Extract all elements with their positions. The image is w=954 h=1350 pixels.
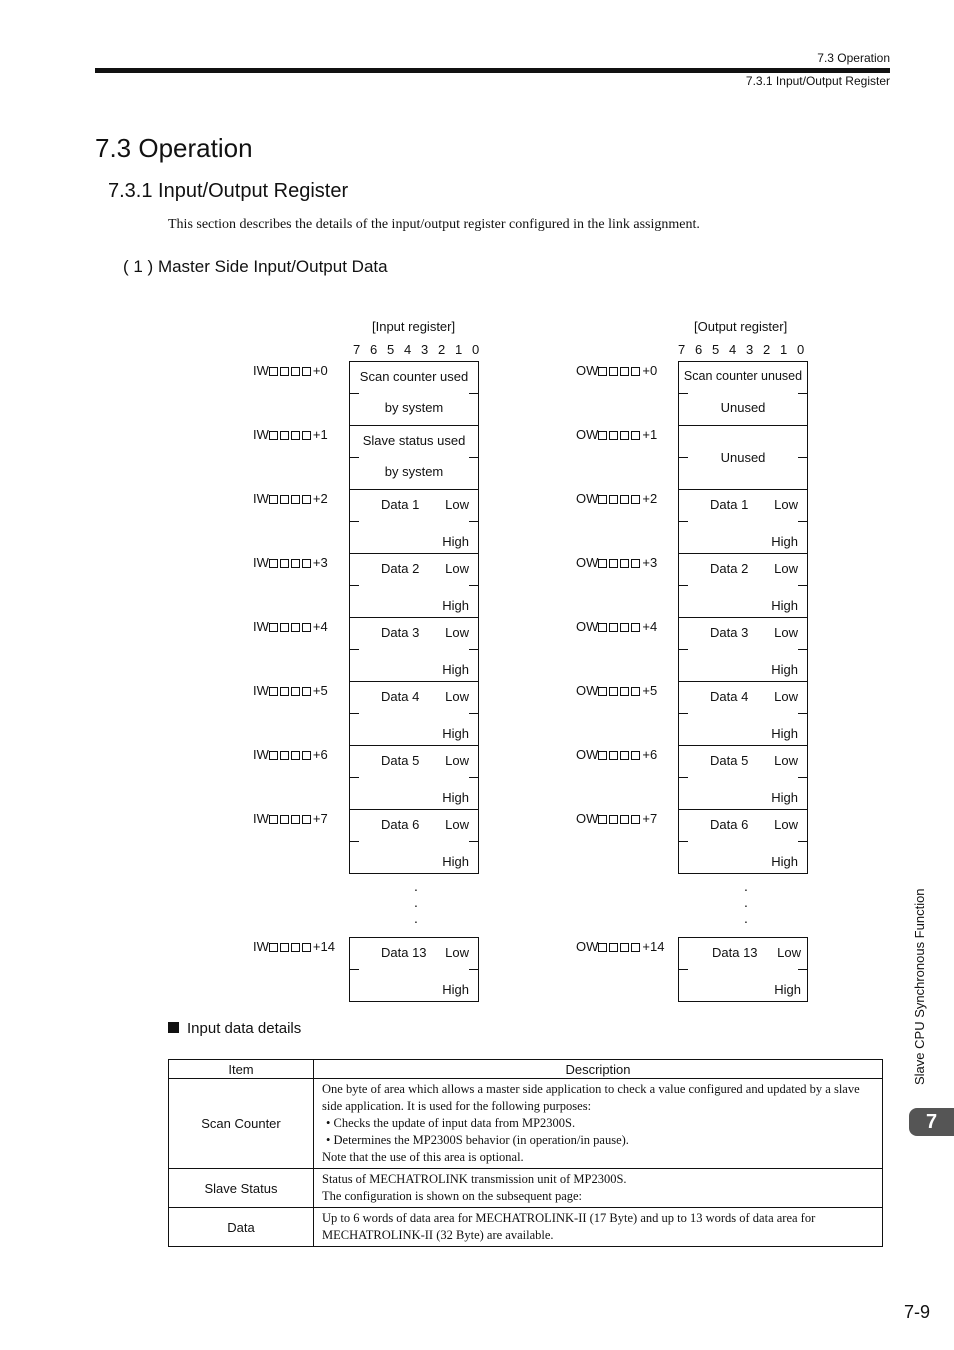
placeholder-square-icon: [620, 815, 629, 824]
low-byte-label: Low: [777, 945, 801, 960]
output-register-address: [576, 491, 657, 506]
placeholder-square-icon: [598, 431, 607, 440]
output-register-address: [576, 555, 657, 570]
byte-divider-tick: [679, 521, 688, 522]
bit-number: 4: [404, 342, 412, 357]
input-register-word: [350, 554, 478, 618]
output-register-word: [679, 618, 807, 682]
input-details-table: [168, 1059, 883, 1247]
placeholder-square-icon: [302, 943, 311, 952]
placeholder-square-icon: [631, 623, 640, 632]
word-label-top: Slave status used: [362, 433, 466, 448]
high-byte-label: High: [442, 534, 469, 549]
table-header-row: [169, 1060, 883, 1079]
desc-line: Status of MECHATROLINK transmission unit of MP2300S.: [322, 1172, 627, 1186]
output-register-word: [679, 682, 807, 746]
placeholder-square-icon: [598, 943, 607, 952]
register-offset: +4: [642, 619, 658, 634]
desc-slave-status: [314, 1169, 883, 1208]
placeholder-square-icon: [620, 559, 629, 568]
input-register-title: [Input register]: [372, 319, 456, 334]
register-offset: +3: [642, 555, 658, 570]
placeholder-square-icon: [620, 687, 629, 696]
input-register-block: [349, 361, 479, 874]
high-byte-label: High: [442, 982, 469, 997]
input-register-word: [350, 746, 478, 810]
register-offset: +7: [642, 811, 658, 826]
input-register-word: [350, 938, 478, 1002]
placeholder-square-icon: [609, 751, 618, 760]
desc-scan-counter: [314, 1079, 883, 1169]
word-label-bottom: Unused: [720, 400, 766, 415]
data-label: Data 6: [381, 817, 420, 832]
output-register-word: [679, 810, 807, 874]
sidebar-title: Slave CPU Synchronous Function: [912, 888, 927, 1085]
register-offset: +14: [312, 939, 335, 954]
bit-number: 1: [780, 342, 788, 357]
placeholder-square-icon: [302, 815, 311, 824]
high-byte-label: High: [771, 726, 798, 741]
low-byte-label: Low: [445, 945, 469, 960]
high-byte-label: High: [774, 982, 801, 997]
low-byte-label: Low: [774, 625, 798, 640]
column-header-item: Item: [169, 1060, 314, 1079]
byte-divider-tick: [350, 841, 359, 842]
bit-number: 4: [729, 342, 737, 357]
register-prefix: OW: [576, 811, 599, 826]
word-label-top: Scan counter unused: [683, 369, 803, 383]
data-label: Data 5: [710, 753, 749, 768]
chapter-tab: 7: [909, 1108, 954, 1136]
output-register-address: [576, 427, 657, 442]
byte-divider-tick: [469, 969, 478, 970]
bit-number: 1: [455, 342, 463, 357]
byte-divider-tick: [679, 969, 688, 970]
byte-divider-tick: [679, 713, 688, 714]
input-register-address: [253, 811, 328, 826]
input-register-word: [350, 618, 478, 682]
register-prefix: OW: [576, 683, 599, 698]
desc-bullet-line: • Determines the MP2300S behavior (in operation/in pause).: [326, 1133, 629, 1147]
data-label: Data 13: [381, 945, 427, 960]
input-register-word: [350, 682, 478, 746]
low-byte-label: Low: [774, 817, 798, 832]
placeholder-square-icon: [631, 559, 640, 568]
register-offset: +0: [312, 363, 328, 378]
placeholder-square-icon: [609, 367, 618, 376]
byte-divider-tick: [469, 777, 478, 778]
output-register-word: [679, 426, 807, 490]
output-register-word: [679, 490, 807, 554]
output-register-block: [678, 361, 808, 874]
input-register-address: [253, 427, 328, 442]
bit-number: 3: [746, 342, 754, 357]
placeholder-square-icon: [280, 943, 289, 952]
register-offset: +6: [642, 747, 658, 762]
input-register-block: [349, 937, 479, 1002]
data-label: Data 3: [710, 625, 749, 640]
byte-divider-tick: [798, 713, 807, 714]
high-byte-label: High: [442, 598, 469, 613]
placeholder-square-icon: [609, 495, 618, 504]
placeholder-square-icon: [291, 815, 300, 824]
input-register-address: [253, 491, 328, 506]
register-offset: +3: [312, 555, 328, 570]
unused-label: Unused: [720, 450, 766, 465]
byte-divider-tick: [469, 841, 478, 842]
placeholder-square-icon: [291, 943, 300, 952]
low-byte-label: Low: [445, 753, 469, 768]
byte-divider-tick: [350, 457, 359, 458]
data-label: Data 3: [381, 625, 420, 640]
low-byte-label: Low: [445, 561, 469, 576]
output-register-title: [Output register]: [694, 319, 788, 334]
placeholder-square-icon: [609, 815, 618, 824]
placeholder-square-icon: [598, 751, 607, 760]
byte-divider-tick: [798, 841, 807, 842]
placeholder-square-icon: [598, 687, 607, 696]
placeholder-square-icon: [280, 431, 289, 440]
register-offset: +0: [642, 363, 658, 378]
input-register-address: [253, 619, 328, 634]
low-byte-label: Low: [445, 625, 469, 640]
input-register-address: [253, 939, 335, 954]
register-prefix: IW: [253, 747, 269, 762]
register-offset: +14: [642, 939, 665, 954]
high-byte-label: High: [442, 854, 469, 869]
header-subsection: 7.3.1 Input/Output Register: [745, 74, 890, 88]
placeholder-square-icon: [609, 623, 618, 632]
register-offset: +1: [312, 427, 328, 442]
bit-number: 2: [763, 342, 771, 357]
byte-divider-tick: [350, 649, 359, 650]
data-label: Data 4: [710, 689, 749, 704]
register-prefix: OW: [576, 491, 599, 506]
placeholder-square-icon: [631, 495, 640, 504]
input-details-title: Input data details: [187, 1020, 302, 1037]
register-offset: +5: [312, 683, 328, 698]
high-byte-label: High: [771, 662, 798, 677]
register-offset: +2: [642, 491, 658, 506]
placeholder-square-icon: [291, 623, 300, 632]
placeholder-square-icon: [291, 367, 300, 376]
placeholder-square-icon: [280, 559, 289, 568]
register-offset: +1: [642, 427, 658, 442]
heading-master-side: ( 1 ) Master Side Input/Output Data: [123, 257, 388, 276]
low-byte-label: Low: [445, 497, 469, 512]
output-register-address: [576, 683, 657, 698]
data-label: Data 6: [710, 817, 749, 832]
placeholder-square-icon: [302, 431, 311, 440]
placeholder-square-icon: [620, 495, 629, 504]
high-byte-label: High: [771, 854, 798, 869]
byte-divider-tick: [350, 585, 359, 586]
header-rule: [95, 68, 890, 73]
output-register-word: [679, 746, 807, 810]
table-row: [169, 1169, 883, 1208]
header-section: 7.3 Operation: [817, 51, 890, 65]
output-register-address: [576, 619, 657, 634]
placeholder-square-icon: [609, 431, 618, 440]
byte-divider-tick: [679, 841, 688, 842]
input-register-address: [253, 747, 328, 762]
desc-line: One byte of area which allows a master side application to check a value configured and updated by a slave side application. It is used for the following purposes:: [322, 1082, 860, 1113]
placeholder-square-icon: [269, 815, 278, 824]
placeholder-square-icon: [280, 687, 289, 696]
register-offset: +5: [642, 683, 658, 698]
placeholder-square-icon: [302, 687, 311, 696]
bit-number: 7: [678, 342, 686, 357]
input-register-word: [350, 490, 478, 554]
placeholder-square-icon: [269, 559, 278, 568]
placeholder-square-icon: [620, 751, 629, 760]
byte-divider-tick: [469, 521, 478, 522]
input-register-word: [350, 426, 478, 490]
item-slave-status: Slave Status: [169, 1169, 314, 1208]
high-byte-label: High: [771, 790, 798, 805]
bit-number: 0: [472, 342, 480, 357]
register-offset: +2: [312, 491, 328, 506]
input-bit-numbers: [353, 342, 489, 357]
register-prefix: OW: [576, 939, 599, 954]
low-byte-label: Low: [445, 689, 469, 704]
placeholder-square-icon: [302, 495, 311, 504]
byte-divider-tick: [679, 393, 688, 394]
placeholder-square-icon: [302, 623, 311, 632]
data-label: Data 1: [710, 497, 749, 512]
placeholder-square-icon: [269, 943, 278, 952]
data-label: Data 13: [712, 945, 758, 960]
high-byte-label: High: [442, 662, 469, 677]
register-prefix: OW: [576, 427, 599, 442]
byte-divider-tick: [350, 777, 359, 778]
placeholder-square-icon: [269, 751, 278, 760]
placeholder-square-icon: [609, 687, 618, 696]
placeholder-square-icon: [620, 431, 629, 440]
byte-divider-tick: [798, 777, 807, 778]
placeholder-square-icon: [291, 559, 300, 568]
input-continuation-dots: . . .: [414, 878, 418, 926]
placeholder-square-icon: [631, 367, 640, 376]
register-prefix: IW: [253, 555, 269, 570]
data-label: Data 5: [381, 753, 420, 768]
register-offset: +6: [312, 747, 328, 762]
word-label-bottom: by system: [384, 400, 444, 415]
byte-divider-tick: [469, 649, 478, 650]
register-prefix: OW: [576, 363, 599, 378]
byte-divider-tick: [350, 713, 359, 714]
input-register-address: [253, 555, 328, 570]
page-number: 7-9: [903, 1302, 930, 1322]
square-bullet-icon: [168, 1022, 179, 1033]
bit-number: 6: [695, 342, 703, 357]
byte-divider-tick: [798, 649, 807, 650]
byte-divider-tick: [679, 585, 688, 586]
byte-divider-tick: [469, 457, 478, 458]
byte-divider-tick: [469, 393, 478, 394]
placeholder-square-icon: [620, 623, 629, 632]
bit-number: 5: [387, 342, 395, 357]
register-prefix: IW: [253, 683, 269, 698]
placeholder-square-icon: [598, 623, 607, 632]
register-prefix: OW: [576, 747, 599, 762]
placeholder-square-icon: [631, 751, 640, 760]
low-byte-label: Low: [774, 497, 798, 512]
output-register-address: [576, 747, 657, 762]
register-prefix: IW: [253, 811, 269, 826]
desc-line: The configuration is shown on the subsequent page:: [322, 1189, 583, 1203]
item-data: Data: [169, 1208, 314, 1247]
placeholder-square-icon: [269, 431, 278, 440]
register-prefix: IW: [253, 939, 269, 954]
desc-data: [314, 1208, 883, 1247]
byte-divider-tick: [469, 585, 478, 586]
byte-divider-tick: [679, 649, 688, 650]
placeholder-square-icon: [291, 431, 300, 440]
byte-divider-tick: [798, 969, 807, 970]
placeholder-square-icon: [609, 943, 618, 952]
register-prefix: IW: [253, 427, 269, 442]
register-prefix: OW: [576, 619, 599, 634]
byte-divider-tick: [350, 393, 359, 394]
table-row: [169, 1208, 883, 1247]
bit-number: 7: [353, 342, 361, 357]
byte-divider-tick: [798, 393, 807, 394]
desc-line: Note that the use of this area is optional.: [322, 1150, 524, 1164]
low-byte-label: Low: [774, 753, 798, 768]
column-header-description: Description: [314, 1060, 883, 1079]
placeholder-square-icon: [302, 751, 311, 760]
low-byte-label: Low: [774, 561, 798, 576]
placeholder-square-icon: [598, 367, 607, 376]
placeholder-square-icon: [291, 495, 300, 504]
high-byte-label: High: [771, 534, 798, 549]
placeholder-square-icon: [291, 751, 300, 760]
output-register-word: [679, 554, 807, 618]
input-details-heading: [168, 1020, 301, 1037]
bit-number: 0: [797, 342, 805, 357]
byte-divider-tick: [798, 585, 807, 586]
placeholder-square-icon: [291, 687, 300, 696]
placeholder-square-icon: [302, 367, 311, 376]
placeholder-square-icon: [609, 559, 618, 568]
placeholder-square-icon: [280, 751, 289, 760]
output-continuation-dots: . . .: [744, 878, 748, 926]
desc-bullet-line: • Checks the update of input data from MP2300S.: [326, 1116, 576, 1130]
placeholder-square-icon: [269, 623, 278, 632]
bit-number: 6: [370, 342, 378, 357]
byte-divider-tick: [469, 713, 478, 714]
output-register-word: [679, 362, 807, 426]
byte-divider-tick: [679, 777, 688, 778]
data-label: Data 1: [381, 497, 420, 512]
heading-subsection: 7.3.1 Input/Output Register: [108, 180, 349, 202]
low-byte-label: Low: [445, 817, 469, 832]
table-row: [169, 1079, 883, 1169]
data-label: Data 4: [381, 689, 420, 704]
placeholder-square-icon: [280, 815, 289, 824]
placeholder-square-icon: [631, 687, 640, 696]
high-byte-label: High: [771, 598, 798, 613]
byte-divider-tick: [350, 521, 359, 522]
byte-divider-tick: [350, 969, 359, 970]
word-label-bottom: by system: [384, 464, 444, 479]
register-offset: +4: [312, 619, 328, 634]
output-register-word: [679, 938, 807, 1002]
placeholder-square-icon: [280, 495, 289, 504]
word-label-top: Scan counter used: [359, 369, 469, 384]
placeholder-square-icon: [269, 687, 278, 696]
desc-line: Up to 6 words of data area for MECHATROLINK-II (17 Byte) and up to 13 words of data area for MECHATROLINK-II (32 Byte) are available.: [322, 1211, 816, 1242]
placeholder-square-icon: [598, 559, 607, 568]
bit-number: 5: [712, 342, 720, 357]
output-register-address: [576, 811, 657, 826]
register-offset: +7: [312, 811, 328, 826]
placeholder-square-icon: [302, 559, 311, 568]
bit-number: 3: [421, 342, 429, 357]
output-bit-numbers: [678, 342, 814, 357]
placeholder-square-icon: [620, 367, 629, 376]
register-prefix: IW: [253, 491, 269, 506]
item-scan-counter: Scan Counter: [169, 1079, 314, 1169]
data-label: Data 2: [381, 561, 420, 576]
placeholder-square-icon: [598, 495, 607, 504]
heading-section: 7.3 Operation: [95, 133, 253, 163]
low-byte-label: Low: [774, 689, 798, 704]
placeholder-square-icon: [631, 815, 640, 824]
intro-text: This section describes the details of the input/output register configured in the link assignment.: [168, 217, 700, 232]
input-register-address: [253, 683, 328, 698]
placeholder-square-icon: [280, 367, 289, 376]
output-register-address: [576, 939, 664, 954]
placeholder-square-icon: [269, 367, 278, 376]
data-label: Data 2: [710, 561, 749, 576]
placeholder-square-icon: [631, 943, 640, 952]
input-register-word: [350, 810, 478, 874]
high-byte-label: High: [442, 726, 469, 741]
output-register-block: [678, 937, 808, 1002]
placeholder-square-icon: [280, 623, 289, 632]
byte-divider-tick: [798, 521, 807, 522]
bit-number: 2: [438, 342, 446, 357]
register-prefix: IW: [253, 619, 269, 634]
output-register-address: [576, 363, 657, 378]
register-prefix: OW: [576, 555, 599, 570]
input-register-address: [253, 363, 328, 378]
input-register-word: [350, 362, 478, 426]
placeholder-square-icon: [269, 495, 278, 504]
register-prefix: IW: [253, 363, 269, 378]
placeholder-square-icon: [620, 943, 629, 952]
placeholder-square-icon: [598, 815, 607, 824]
placeholder-square-icon: [631, 431, 640, 440]
high-byte-label: High: [442, 790, 469, 805]
